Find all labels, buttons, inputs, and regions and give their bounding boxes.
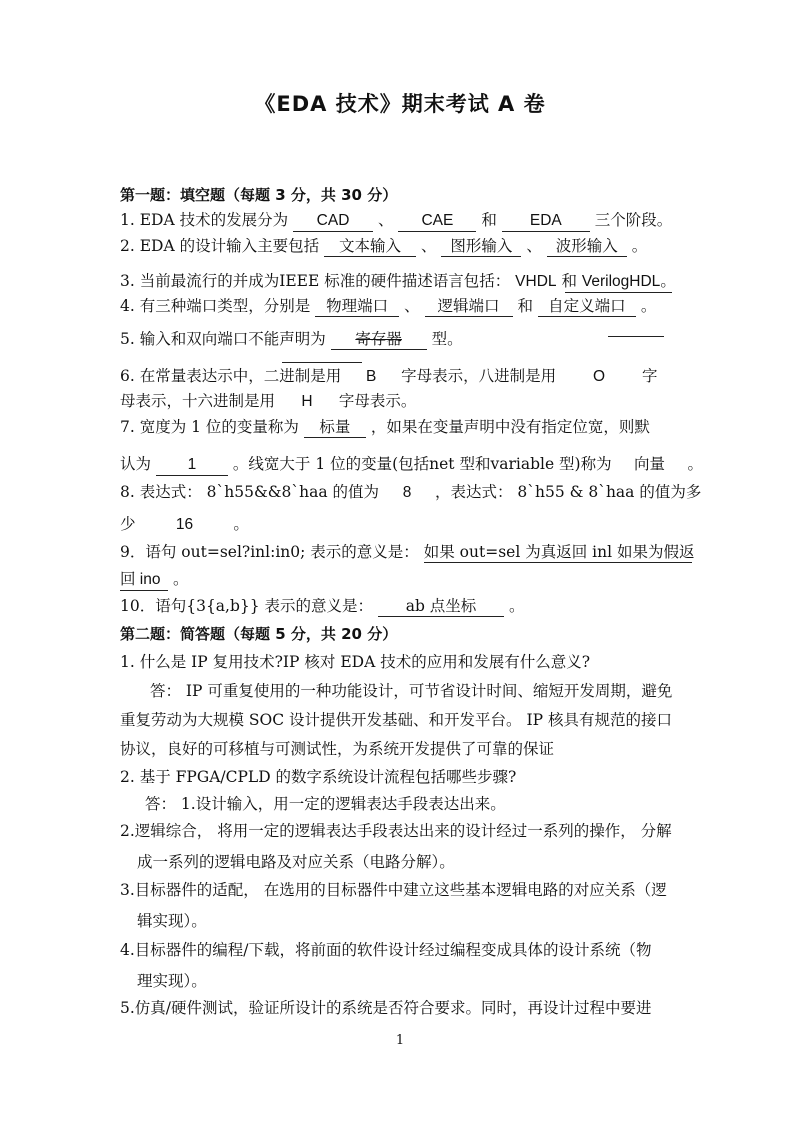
q3-answer-underline bbox=[565, 292, 672, 293]
q2-sep-2: 、 bbox=[526, 237, 542, 255]
q10-suffix: 。 bbox=[508, 597, 525, 615]
q6-answer-1: B bbox=[365, 368, 377, 385]
answer-2-2-line-6: 4.目标器件的编程/下载，将前面的软件设计经过编程变成具体的设计系统（物 bbox=[120, 941, 652, 959]
q2-prefix: 2. EDA 的设计输入主要包括 bbox=[120, 237, 320, 255]
q1-answer-3: EDA bbox=[502, 211, 590, 232]
q1-suffix: 三个阶段。 bbox=[594, 211, 673, 229]
q6-mid-2: 字 bbox=[641, 367, 658, 385]
q10-prefix: 10．语句{3{a,b}} 表示的意义是： bbox=[120, 597, 374, 615]
question-1-8-line-2 bbox=[120, 513, 249, 536]
question-1-9-line-1 bbox=[120, 541, 695, 563]
question-1-6-line-2 bbox=[120, 390, 416, 413]
q7-answer-2: 1 bbox=[156, 455, 228, 476]
question-2-1: 1. 什么是 IP 复用技术?IP 核对 EDA 技术的应用和发展有什么意义? bbox=[120, 653, 591, 671]
q2-suffix: 。 bbox=[631, 237, 648, 255]
q9-answer: 如果 out=sel 为真返回 inl 如果为假返 bbox=[423, 543, 695, 561]
section2-heading: 第二题：简答题（每题 5 分，共 20 分） bbox=[120, 625, 398, 643]
question-1-4 bbox=[120, 295, 656, 317]
q2-sep-1: 、 bbox=[420, 237, 437, 255]
q1-answer-2: CAE bbox=[398, 211, 476, 232]
q8-answer-1: 8 bbox=[402, 484, 412, 501]
q1-sep-1: 、 bbox=[377, 211, 394, 229]
answer-2-2-line-3: 成一系列的逻辑电路及对应关系（电路分解）。 bbox=[137, 853, 455, 871]
question-1-10 bbox=[120, 595, 524, 617]
q6-answer-2: O bbox=[593, 368, 606, 385]
answer-2-1-line-1: 答： IP 可重复使用的一种功能设计，可节省设计时间、缩短开发周期，避免 bbox=[150, 682, 673, 700]
q5-prefix: 5. 输入和双向端口不能声明为 bbox=[120, 330, 326, 348]
question-1-3 bbox=[120, 270, 676, 293]
q5-suffix: 型。 bbox=[431, 330, 463, 348]
q9-prefix: 9．语句 out=sel?inl:in0; 表示的意义是： bbox=[120, 543, 419, 561]
q5-answer-1: 寄存器 bbox=[331, 329, 427, 350]
q3-answer-2: VerilogHDL bbox=[581, 273, 661, 290]
q9-answer-continued: 回 ino bbox=[120, 570, 168, 591]
answer-2-2-line-2: 2.逻辑综合， 将用一定的逻辑表达手段表达出来的设计经过一系列的操作， 分解 bbox=[120, 822, 672, 840]
q2-answer-3: 波形输入 bbox=[547, 236, 627, 257]
q7-answer-1: 标量 bbox=[304, 417, 366, 438]
section1-heading: 第一题：填空题（每题 3 分，共 30 分） bbox=[120, 186, 398, 204]
question-1-5 bbox=[120, 328, 463, 350]
answer-2-2-line-8: 5.仿真/硬件测试，验证所设计的系统是否符合要求。同时，再设计过程中要进 bbox=[120, 999, 652, 1017]
q4-suffix: 。 bbox=[640, 297, 657, 315]
answer-2-2-line-7: 理实现）。 bbox=[137, 972, 207, 990]
answer-2-1-line-2: 重复劳动为大规模 SOC 设计提供开发基础、和开发平台。 IP 核具有规范的接口 bbox=[120, 711, 672, 729]
q2-answer-2: 图形输入 bbox=[441, 236, 521, 257]
question-1-1 bbox=[120, 209, 672, 232]
q3-answer-1: VHDL bbox=[515, 273, 557, 290]
q7-answer-3: 向量 bbox=[634, 455, 666, 473]
q7-line1-prefix: 7. 宽度为 1 位的变量称为 bbox=[120, 418, 299, 436]
question-1-6-line-1 bbox=[120, 365, 658, 388]
q3-prefix: 3. 当前最流行的并成为IEEE 标准的硬件描述语言包括： bbox=[120, 272, 511, 290]
q3-sep: 和 bbox=[561, 272, 577, 290]
decorative-rule bbox=[282, 362, 362, 363]
q8-line2-prefix: 少 bbox=[120, 515, 136, 533]
answer-2-1-line-3: 协议，良好的可移植与可测试性，为系统开发提供了可靠的保证 bbox=[120, 740, 555, 758]
q8-line1-mid: ，表达式： 8`h55 & 8`haa 的值为多 bbox=[434, 483, 702, 501]
q10-answer: ab 点坐标 bbox=[378, 596, 504, 617]
question-1-7-line-2 bbox=[120, 453, 703, 476]
page-number: 1 bbox=[395, 1033, 405, 1048]
q7-line1-suffix: ，如果在变量声明中没有指定位宽，则默 bbox=[370, 418, 650, 436]
q6-answer-3: H bbox=[301, 393, 313, 410]
q9-suffix: 。 bbox=[172, 570, 189, 588]
q1-answer-1: CAD bbox=[293, 211, 373, 232]
q8-line1-prefix: 8. 表达式： 8`h55&&8`haa 的值为 bbox=[120, 483, 380, 501]
q8-answer-2: 16 bbox=[175, 516, 194, 533]
q4-answer-3: 自定义端口 bbox=[538, 296, 636, 317]
answer-2-2-line-5: 辑实现）。 bbox=[137, 912, 207, 930]
q7-line2-suffix: 。 bbox=[687, 455, 703, 473]
question-1-2 bbox=[120, 235, 647, 257]
question-2-2: 2. 基于 FPGA/CPLD 的数字系统设计流程包括哪些步骤? bbox=[120, 768, 517, 786]
question-1-7-line-1 bbox=[120, 416, 650, 438]
q7-line2-prefix: 认为 bbox=[120, 455, 152, 473]
answer-2-2-line-1: 答： 1.设计输入，用一定的逻辑表达手段表达出来。 bbox=[145, 795, 506, 813]
q2-answer-1: 文本输入 bbox=[324, 236, 416, 257]
decorative-rule bbox=[608, 336, 664, 337]
question-1-8-line-1 bbox=[120, 481, 701, 504]
q6-line2-prefix: 母表示，十六进制是用 bbox=[120, 392, 276, 410]
q1-prefix: 1. EDA 技术的发展分为 bbox=[120, 211, 289, 229]
q1-sep-2: 和 bbox=[481, 211, 497, 229]
exam-title: 《EDA 技术》期末考试 A 卷 bbox=[254, 92, 546, 116]
answer-2-2-line-4: 3.目标器件的适配， 在选用的目标器件中建立这些基本逻辑电路的对应关系（逻 bbox=[120, 881, 667, 899]
q4-sep-2: 和 bbox=[517, 297, 533, 315]
q6-line1-prefix: 6. 在常量表达示中，二进制是用 bbox=[120, 367, 342, 385]
q4-prefix: 4. 有三种端口类型，分别是 bbox=[120, 297, 311, 315]
q3-suffix: 。 bbox=[660, 272, 676, 290]
q6-mid-1: 字母表示，八进制是用 bbox=[401, 367, 557, 385]
q7-line2-mid: 。线宽大于 1 位的变量(包括net 型和variable 型)称为 bbox=[232, 455, 612, 473]
q4-sep-1: 、 bbox=[404, 297, 420, 315]
q8-line2-suffix: 。 bbox=[233, 515, 249, 533]
q6-line2-suffix: 字母表示。 bbox=[338, 392, 417, 410]
q4-answer-1: 物理端口 bbox=[315, 296, 399, 317]
q4-answer-2: 逻辑端口 bbox=[425, 296, 513, 317]
question-1-9-line-2 bbox=[120, 568, 188, 591]
